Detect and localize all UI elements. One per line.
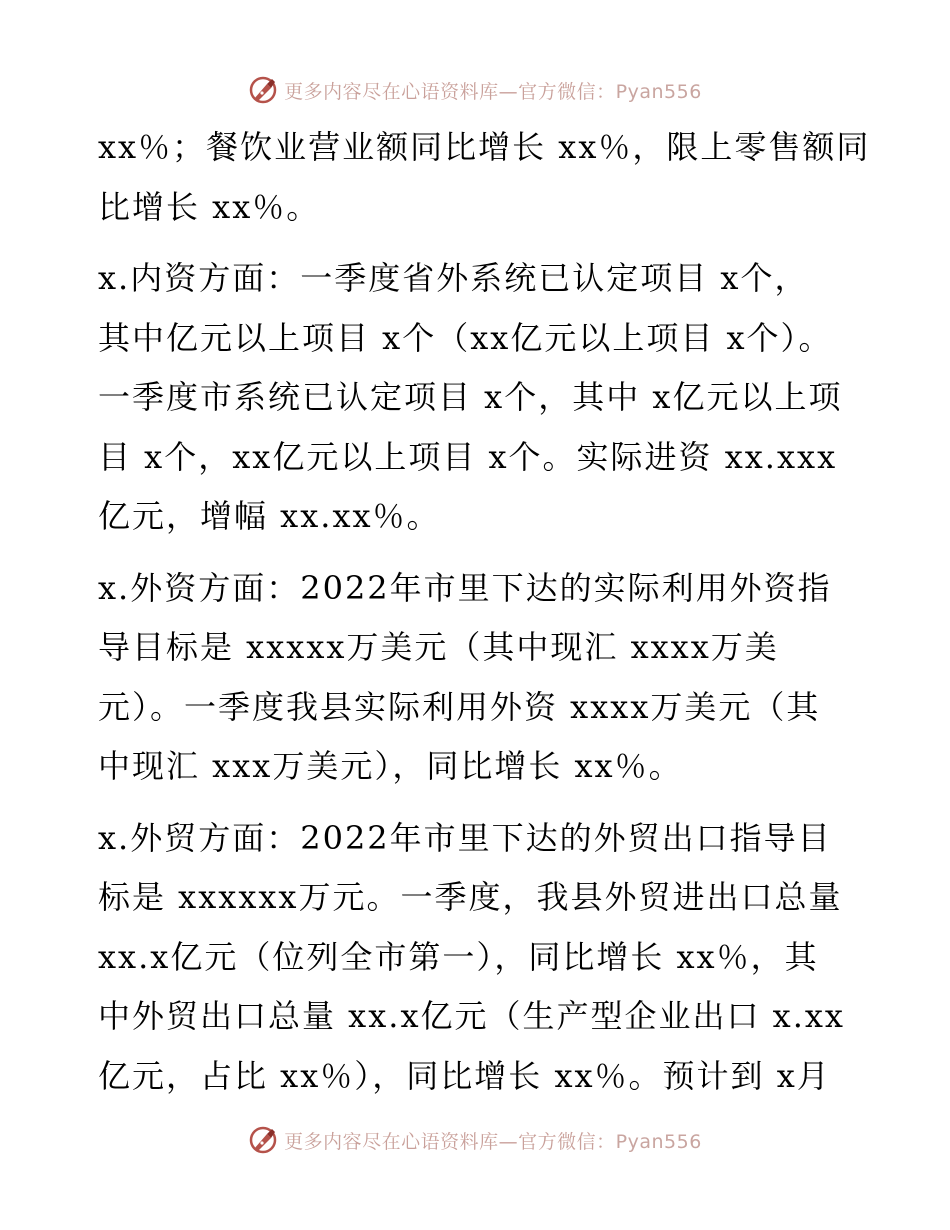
wechat-id: Pyan556 [615, 1130, 702, 1153]
text-line: x.内资方面：一季度省外系统已认定项目 x个， [98, 259, 809, 297]
paragraph-4 [98, 809, 878, 1107]
text-line: 比增长 xx％。 [98, 187, 321, 226]
paragraph-3 [98, 559, 878, 797]
document-body [98, 118, 878, 1106]
text-line: 其中亿元以上项目 x个（xx亿元以上项目 x个）。 [98, 318, 833, 357]
text-line: x.外贸方面：2022年市里下达的外贸出口指导目 [98, 818, 832, 857]
header-banner [0, 70, 950, 110]
wechat-id: Pyan556 [615, 80, 702, 103]
footer-banner-text: 更多内容尽在心语资料库—官方微信：Pyan556 [284, 1130, 702, 1153]
text-line: 亿元，增幅 xx.xx％。 [98, 497, 441, 535]
paragraph-1 [98, 118, 878, 237]
text-line: 中外贸出口总量 xx.x亿元（生产型企业出口 x.xx [98, 997, 845, 1035]
text-line: xx.x亿元（位列全市第一），同比增长 xx％，其 [98, 937, 819, 976]
text-line: 中现汇 xxx万美元），同比增长 xx％。 [98, 747, 683, 785]
pen-nib-logo-icon [248, 75, 278, 105]
text-line: 一季度市系统已认定项目 x个，其中 x亿元以上项 [98, 378, 843, 416]
footer-banner [0, 1120, 950, 1160]
text-line: 导目标是 xxxxx万美元（其中现汇 xxxx万美 [98, 628, 779, 666]
text-line: 标是 xxxxxx万元。一季度，我县外贸进出口总量 [98, 878, 843, 916]
paragraph-2 [98, 249, 878, 547]
text-line: x.外资方面：2022年市里下达的实际利用外资指 [98, 568, 832, 607]
pen-nib-logo-icon [248, 1125, 278, 1155]
text-line: 元）。一季度我县实际利用外资 xxxx万美元（其 [98, 687, 821, 726]
text-line: 亿元，占比 xx％），同比增长 xx％。预计到 x月 [98, 1056, 831, 1095]
text-line: 目 x个，xx亿元以上项目 x个。实际进资 xx.xxx [98, 437, 838, 476]
header-banner-text: 更多内容尽在心语资料库—官方微信：Pyan556 [284, 80, 702, 103]
text-line: xx％；餐饮业营业额同比增长 xx％，限上零售额同 [98, 128, 871, 166]
